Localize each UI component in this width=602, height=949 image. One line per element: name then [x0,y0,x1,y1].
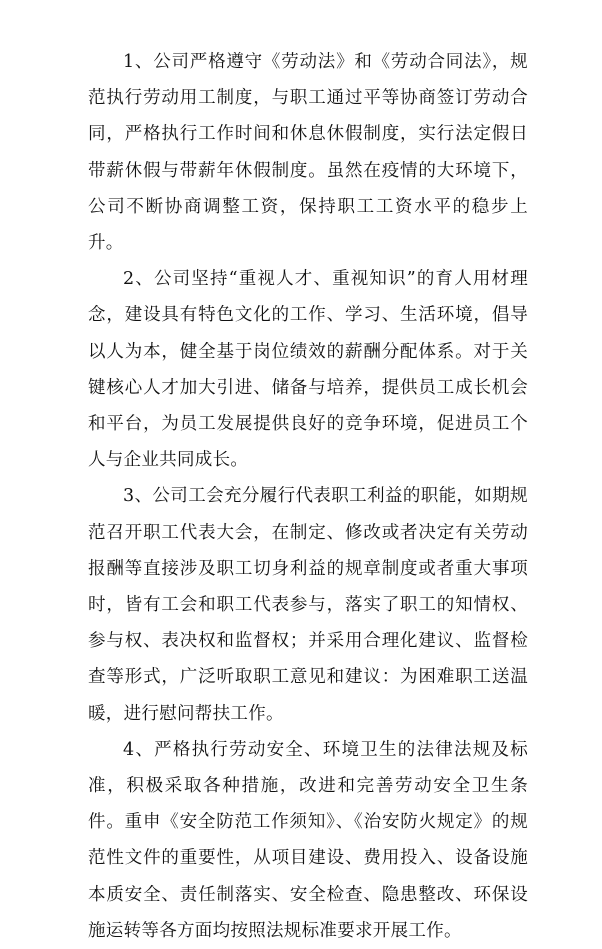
document-body [88,44,528,949]
paragraph-3: 3、公司工会充分履行代表职工利益的职能，如期规范召开职工代表大会，在制定、修改或者决定有关劳动报酬等直接涉及职工切身利益的规章制度或者重大事项时，皆有工会和职工代表参与，落实了职工的知情权、参与权、表决权和监督权；并采用合理化建议、监督检查等形式，广泛听取职工意见和建议：为困难职工送温暖，进行慰问帮扶工作。 [88,486,528,724]
paragraph-4: 4、严格执行劳动安全、环境卫生的法律法规及标准，积极采取各种措施，改进和完善劳动安全卫生条件。重申《安全防范工作须知》、《治安防火规定》的规范性文件的重要性，从项目建设、费用投入、设备设施本质安全、责任制落实、安全检查、隐患整改、环保设施运转等各方面均按照法规标准要求开展工作。 [88,739,528,941]
paragraph-2: 2、公司坚持“重视人才、重视知识”的育人用材理念，建设具有特色文化的工作、学习、生活环境，倡导以人为本，健全基于岗位绩效的薪酬分配体系。对于关键核心人才加大引进、储备与培养，提供员工成长机会和平台，为员工发展提供良好的竞争环境，促进员工个人与企业共同成长。 [88,269,528,471]
paragraph-1: 1、公司严格遵守《劳动法》和《劳动合同法》，规范执行劳动用工制度，与职工通过平等协商签订劳动合同，严格执行工作时间和休息休假制度，实行法定假日带薪休假与带薪年休假制度。虽然在疫情的大环境下，公司不断协商调整工资，保持职工工资水平的稳步上升。 [88,52,528,254]
